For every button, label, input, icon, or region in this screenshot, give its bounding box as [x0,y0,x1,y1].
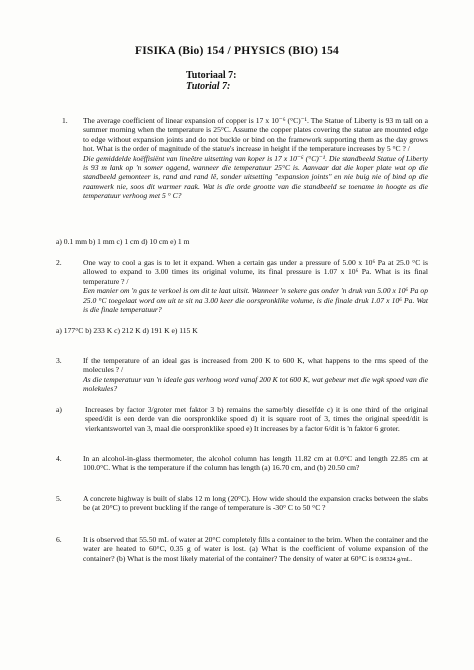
question-3-answer-text: Increases by factor 3/groter met faktor 3 b) remains the same/bly dieselfde c) it is one third of the original speed/dit is een derde van die oorspronklike spoed d) it is square root of 3, times the original speed/dit is vierkantswortel van 3, maal die oorspronklike spoed e) It increases by a factor 6/dit is 'n faktor 6 groter. [85,405,428,433]
question-1-afrikaans: Die gemiddelde koëffisiënt van lineêtre uitsetting van koper is 17 x 10⁻⁶ (°C)⁻¹. Die standbeeld Statue of Liberty is 93 m lank op 'n somer oggend, wanneer die temperatuur 25°C is. Aanvaar dat die koper plate wat op die standbeeld gemonteer is, rand and rand lê, sonder uitsetting "expansion joints" en nie buig nie of bind op die raamwerk nie, soos dit warmer raak. Wat is die orde grootte van die standbeeld se toename in hoogte as die temperatuur verhoog met 5 ° C? [83,153,428,201]
question-3-answer-label: a) [56,405,62,414]
question-5-text: A concrete highway is built of slabs 12 m long (20°C). How wide should the expansion cracks between the slabs be (at 20°C) to prevent buckling if the range of temperature is -30° C to 50 °C ? [83,494,428,513]
question-2-english: One way to cool a gas is to let it expand. When a certain gas under a pressure of 5.00 x 10⁶ Pa at 25.0 °C is allowed to expand to 3.00 times its original volume, its final pressure is 1.07 x 10⁶ Pa. What is its final temperature ? / [83,258,428,286]
question-6-density-value: 0.98324 g/mL. [375,555,413,563]
question-2-answers: a) 177°C b) 233 K c) 212 K d) 191 K e) 115 K [56,326,198,335]
question-6 [83,535,428,564]
page-title: FISIKA (Bio) 154 / PHYSICS (BIO) 154 [134,45,339,57]
question-6-number: 6. [56,535,62,544]
question-2-afrikaans: Een manier om 'n gas te verkoel is om dit te laat uitsit. Wanneer 'n sekere gas onder 'n druk van 5.00 x 10⁶ Pa op 25.0 °C toegelaat word om uit te sit na 3.00 keer die oorspronklike volume, is die finale druk 1.07 x 10⁶ Pa. Wat is die finale temperatuur? [83,286,428,315]
question-3-afrikaans: As die temperatuur van 'n ideale gas verhoog word vanaf 200 K tot 600 K, wat gebeur met die wgk spoed van die molekules? [83,374,428,394]
tutorial-heading-english: Tutorial 7: [186,81,231,92]
question-1 [83,116,428,201]
question-3-number: 3. [56,356,62,365]
question-4-number: 4. [56,454,62,463]
question-3-english: If the temperature of an ideal gas is increased from 200 K to 600 K, what happens to the rms speed of the molecules ? / [83,356,428,375]
question-3 [83,356,428,394]
question-4-text: In an alcohol-in-glass thermometer, the alcohol column has length 11.82 cm at 0.0°C and length 22.85 cm at 100.0°C. What is the temperature if the column has length (a) 16.70 cm, and (b) 20.50 cm? [83,454,428,473]
question-2 [83,258,428,314]
question-2-number: 2. [56,258,62,267]
question-1-english: The average coefficient of linear expansion of copper is 17 x 10⁻⁶ (°C)⁻¹. The Statue of Liberty is 93 m tall on a summer morning when the temperature is 25°C. Assume the copper plates covering the statue are mounted edge to edge without expansion joints and do not buckle or bind on the framework supporting them as the day grows hot. What is the order of magnitude of the statue's increase in height if the temperature increases by 5 °C ? / [83,116,428,154]
question-6-text: It is observed that 55.50 mL of water at 20°C completely fills a container to the brim. When the container and the water are heated to 60°C, 0.35 g of water is lost. (a) What is the coefficient of volume expansion of the container? (b) What is the most likely material of the container? The density of water at 60°C is [83,535,428,563]
question-1-answers: a) 0.1 mm b) 1 mm c) 1 cm d) 10 cm e) 1 m [56,237,190,246]
tutorial-heading-afrikaans: Tutoriaal 7: [186,70,237,81]
question-5-number: 5. [56,494,62,503]
question-1-number: 1. [62,116,68,125]
question-3-answers [56,405,428,433]
